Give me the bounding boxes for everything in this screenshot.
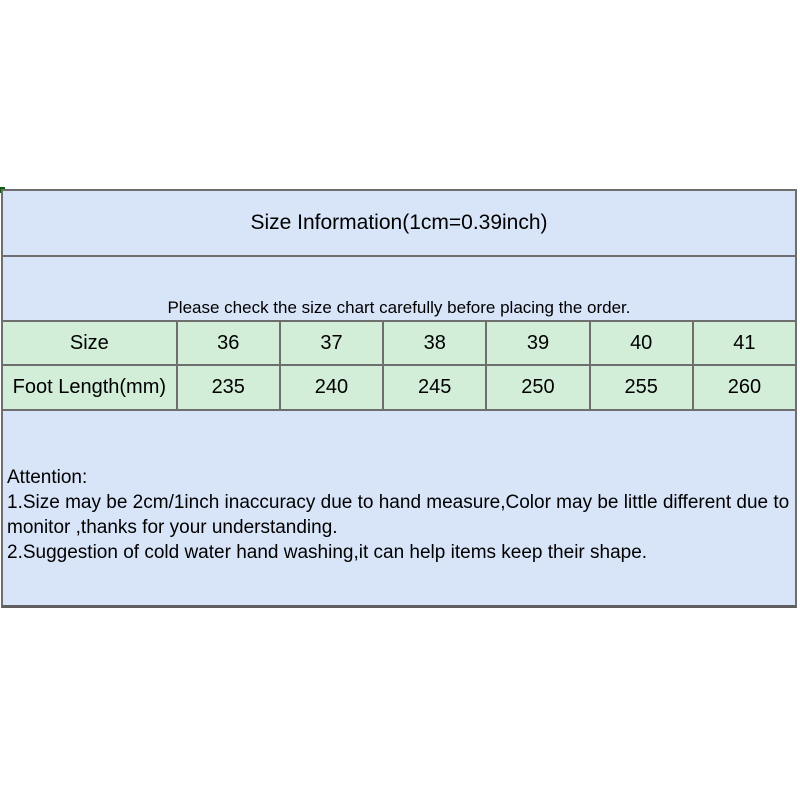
foot-length-value-cell: 235 bbox=[176, 366, 279, 409]
size-row-label: Size bbox=[69, 331, 109, 354]
foot-length-value-cell: 260 bbox=[692, 366, 795, 409]
attention-note-1: 1.Size may be 2cm/1inch inaccuracy due to hand measure,Color may be little different due to bbox=[7, 492, 790, 513]
foot-length-row bbox=[3, 364, 795, 409]
attention-section bbox=[3, 409, 795, 605]
size-value-cell: 40 bbox=[589, 322, 692, 364]
foot-length-value-cell: 240 bbox=[279, 366, 382, 409]
size-information-panel bbox=[1, 189, 797, 608]
foot-length-value-cell: 250 bbox=[485, 366, 588, 409]
panel-title: Size Information(1cm=0.39inch) bbox=[250, 211, 548, 234]
foot-length-value-cell: 255 bbox=[589, 366, 692, 409]
check-size-chart-note: Please check the size chart carefully before placing the order. bbox=[167, 298, 631, 317]
size-value-cell: 36 bbox=[176, 322, 279, 364]
foot-length-value-cell: 245 bbox=[382, 366, 485, 409]
foot-length-row-label: Foot Length(mm) bbox=[12, 376, 167, 398]
size-row bbox=[3, 320, 795, 364]
panel-note-section bbox=[3, 255, 795, 320]
size-value-cell: 39 bbox=[485, 322, 588, 364]
size-value-cell: 41 bbox=[692, 322, 795, 364]
panel-title-section bbox=[3, 191, 795, 255]
size-value-cell: 38 bbox=[382, 322, 485, 364]
attention-note-1-continued: monitor ,thanks for your understanding. bbox=[7, 517, 338, 538]
size-value-cell: 37 bbox=[279, 322, 382, 364]
attention-heading: Attention: bbox=[7, 467, 88, 488]
attention-note-2: 2.Suggestion of cold water hand washing,it can help items keep their shape. bbox=[7, 542, 648, 563]
